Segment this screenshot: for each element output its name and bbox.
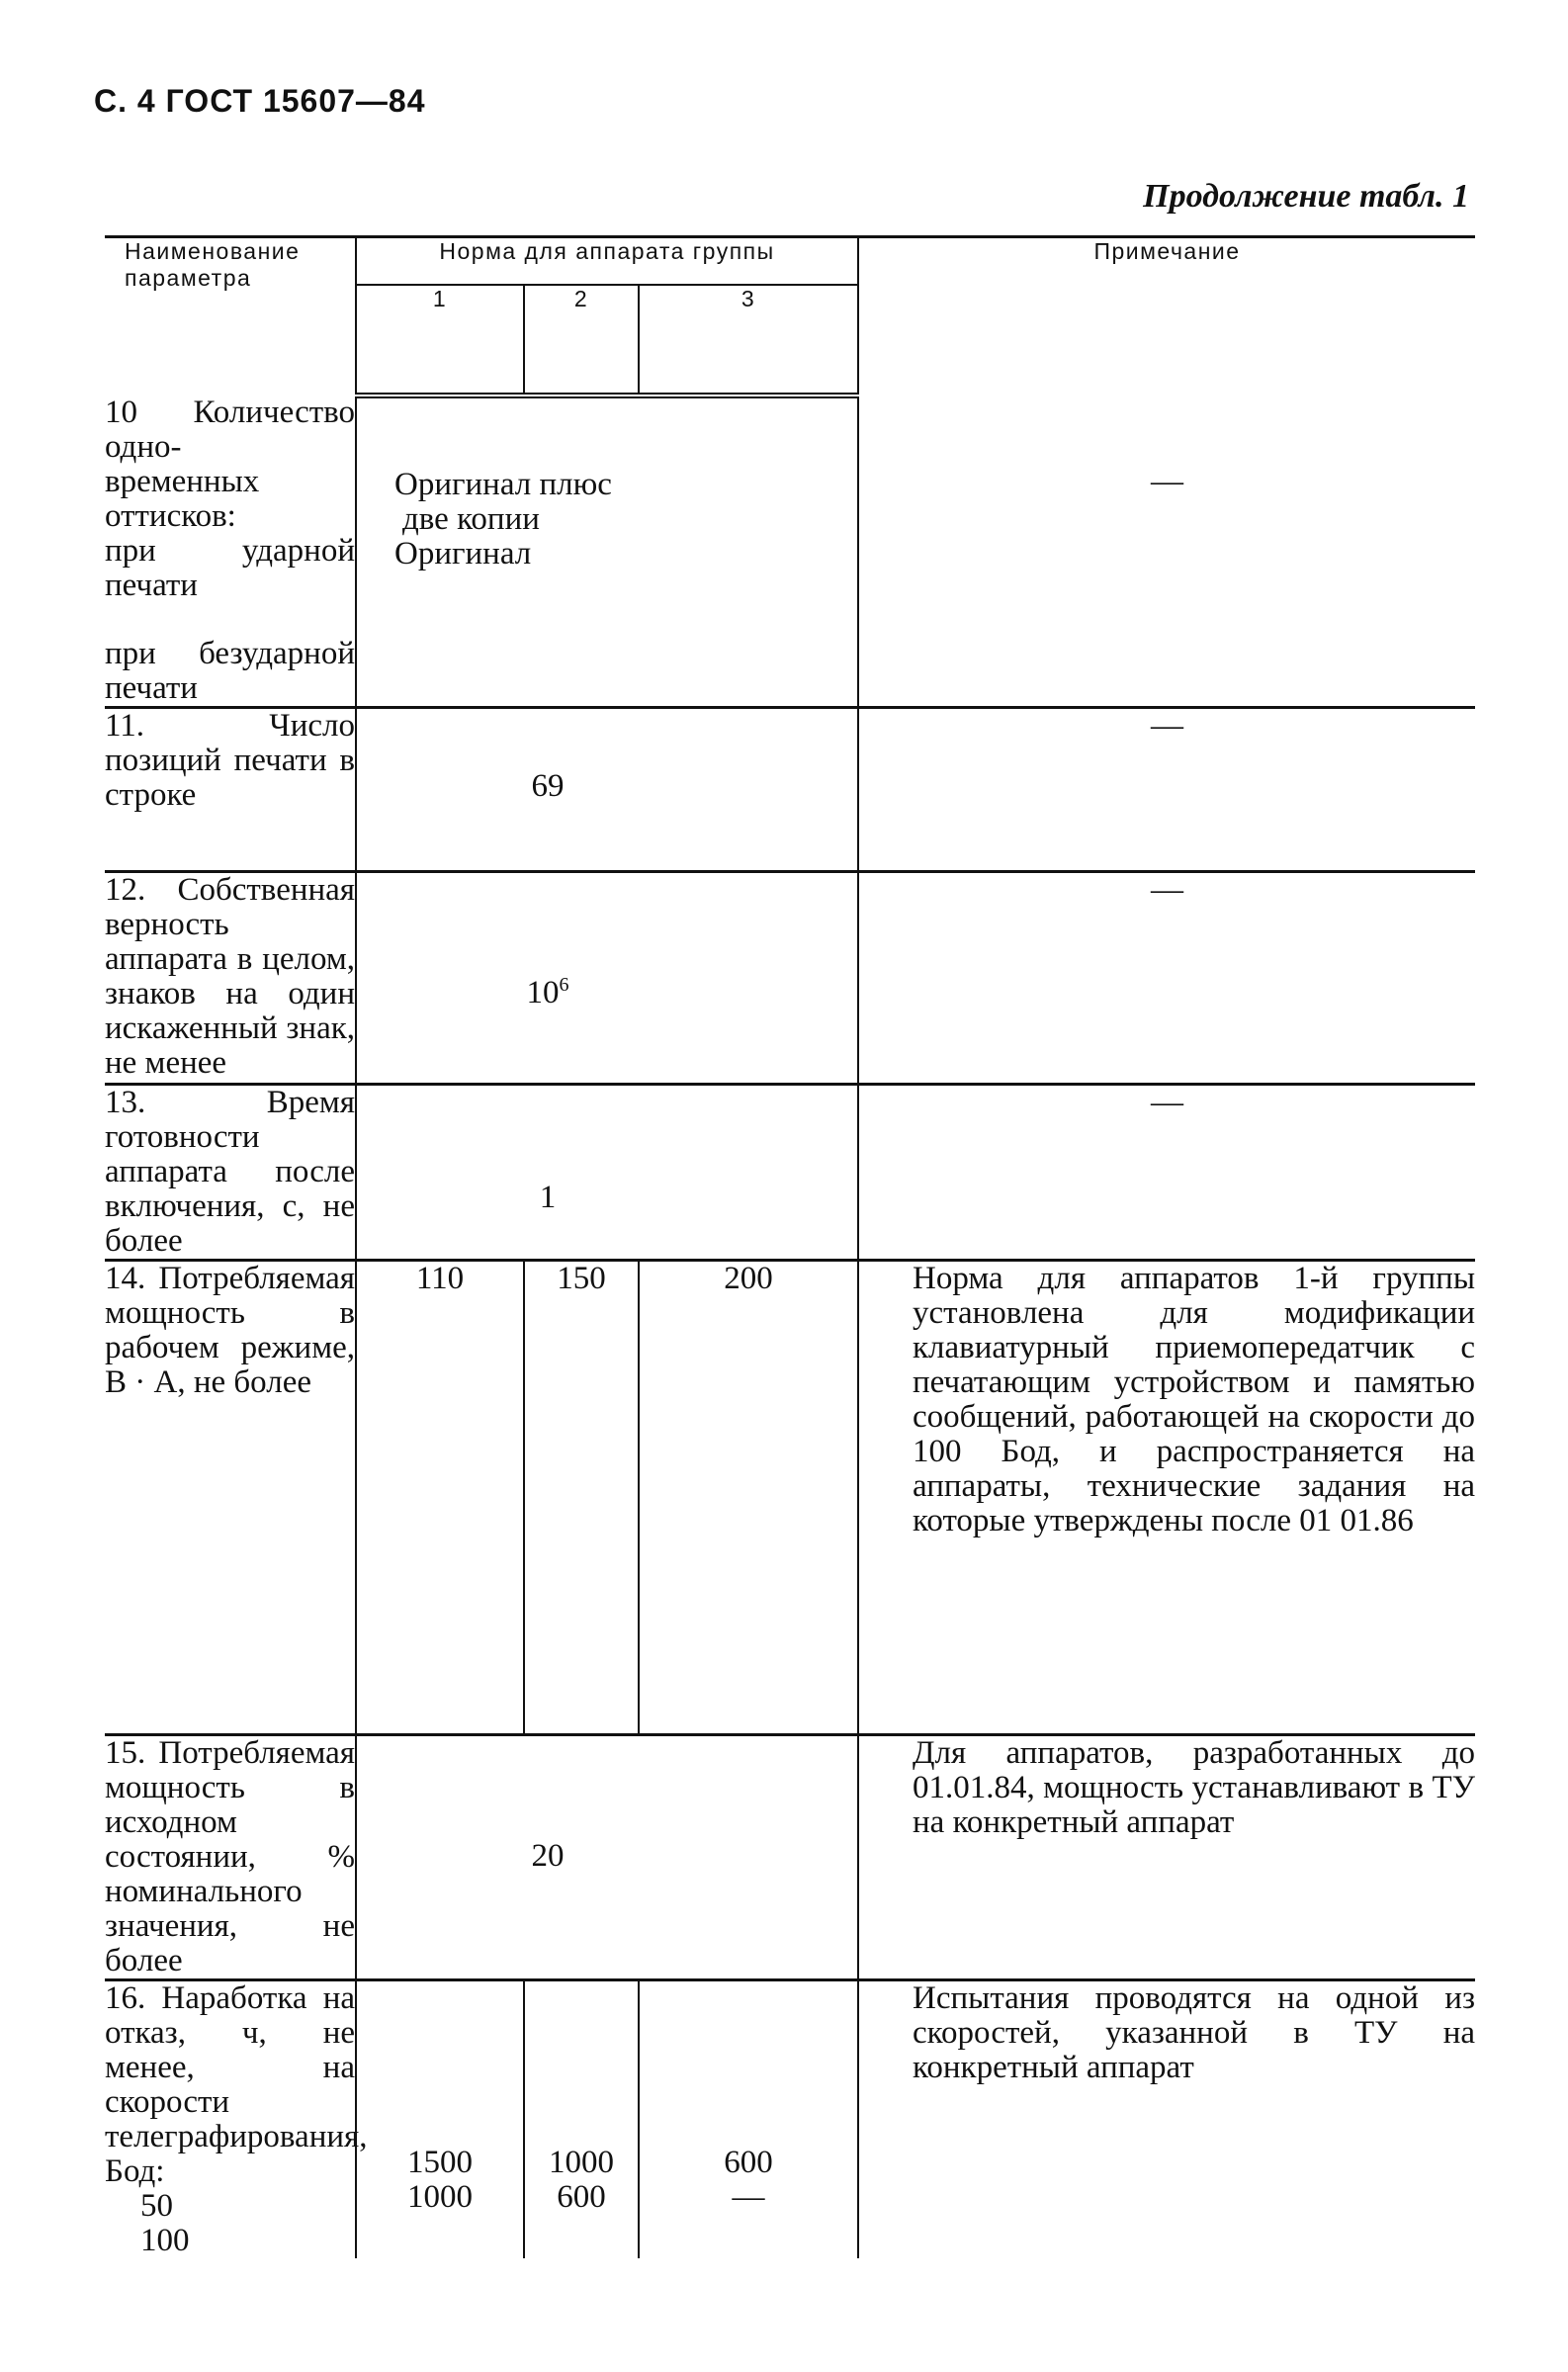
row14-parameter: 14. Потребляемая мощность в рабочем режиме, В · А, не более [105, 1261, 356, 1735]
row11-note: — [858, 708, 1475, 872]
page-header: С. 4 ГОСТ 15607—84 [94, 83, 426, 119]
row16-speed-100: 100 [140, 2223, 190, 2258]
header-group-3: 3 [639, 285, 858, 395]
row16-g1-50: 1500 [407, 2145, 473, 2180]
row16-group-2 [524, 1980, 639, 2259]
row16-g3-100: — [732, 2179, 765, 2215]
header-group-1: 1 [356, 285, 524, 395]
row10-norm-impact-a: Оригинал плюс [394, 467, 612, 502]
row14-group-2: 150 [524, 1261, 639, 1735]
row10-norm [356, 395, 858, 708]
row10-sub-impact: при ударной печати [105, 533, 355, 603]
row16-group-3 [639, 1980, 858, 2259]
row16-note: Испытания проводятся на одной из скоростей, указанной в ТУ на конкретный аппарат [858, 1980, 1475, 2259]
table-continuation-label: Продолжение табл. 1 [1143, 178, 1469, 215]
row13-parameter: 13. Время готовности аппарата после включения, с, не более [105, 1085, 355, 1259]
row16-g3-50: 600 [724, 2145, 773, 2180]
table-row [105, 1085, 1475, 1261]
row14-note: Норма для аппаратов 1-й группы установлена для модификации клавиатурный приемопередатчик с печатающим устройством и памятью сообщений, работающей на скорости до 100 Бод, и распространяется на аппараты, технические задания на которые утверждены после 01 01.86 [858, 1261, 1475, 1735]
table-row [105, 395, 1475, 708]
row11-norm: 69 [356, 708, 858, 872]
table-row [105, 1735, 1475, 1980]
row12-norm: $10^6$ [356, 872, 858, 1085]
header-parameter: Наименование параметра [105, 237, 356, 396]
row15-parameter: 15. Потребляемая мощность в исходном состоянии, % номинального значения, не более [105, 1735, 355, 1978]
row16-title: 16. Наработка на отказ, ч, не менее, на скорости телеграфирования, Бод: [105, 1980, 368, 2189]
row10-note: — [858, 395, 1475, 708]
table-row [105, 1261, 1475, 1735]
row10-title-line1: 10 Количество одно- [105, 395, 355, 465]
row10-norm-impact-b: две копии [402, 501, 540, 537]
row16-speed-50: 50 [140, 2188, 173, 2224]
row16-parameter [105, 1980, 368, 2259]
row12-note: — [858, 872, 1475, 1085]
row10-parameter [105, 395, 356, 708]
row16-g2-50: 1000 [549, 2145, 614, 2180]
row16-g1-100: 1000 [407, 2179, 473, 2215]
row14-group-3: 200 [639, 1261, 858, 1735]
row14-group-1: 110 [356, 1261, 524, 1735]
table-row [105, 708, 1475, 872]
row11-parameter: 11. Число позиций печати в строке [105, 708, 356, 872]
row12-parameter: 12. Собственная верность аппарата в целом, знаков на один искаженный знак, не менее [105, 872, 356, 1085]
row16-group-1 [356, 1980, 524, 2259]
row15-norm: 20 [356, 1735, 858, 1980]
row10-title-line2: временных оттисков: [105, 464, 260, 534]
row10-sub-nonimpact: при безударной печати [105, 636, 355, 706]
parameters-table [105, 235, 1475, 2258]
row13-note: — [858, 1085, 1475, 1261]
row10-norm-nonimpact: Оригинал [394, 536, 532, 571]
table-row [105, 872, 1475, 1085]
header-note: Примечание [858, 237, 1475, 396]
row15-note: Для аппаратов, разработанных до 01.01.84, мощность устанавливают в ТУ на конкретный аппарат [858, 1735, 1475, 1980]
table-row [105, 1980, 1475, 2259]
header-group-2: 2 [524, 285, 639, 395]
row16-g2-100: 600 [557, 2179, 606, 2215]
row13-norm: 1 [356, 1085, 858, 1261]
header-norm-group: Норма для аппарата группы [356, 237, 858, 286]
